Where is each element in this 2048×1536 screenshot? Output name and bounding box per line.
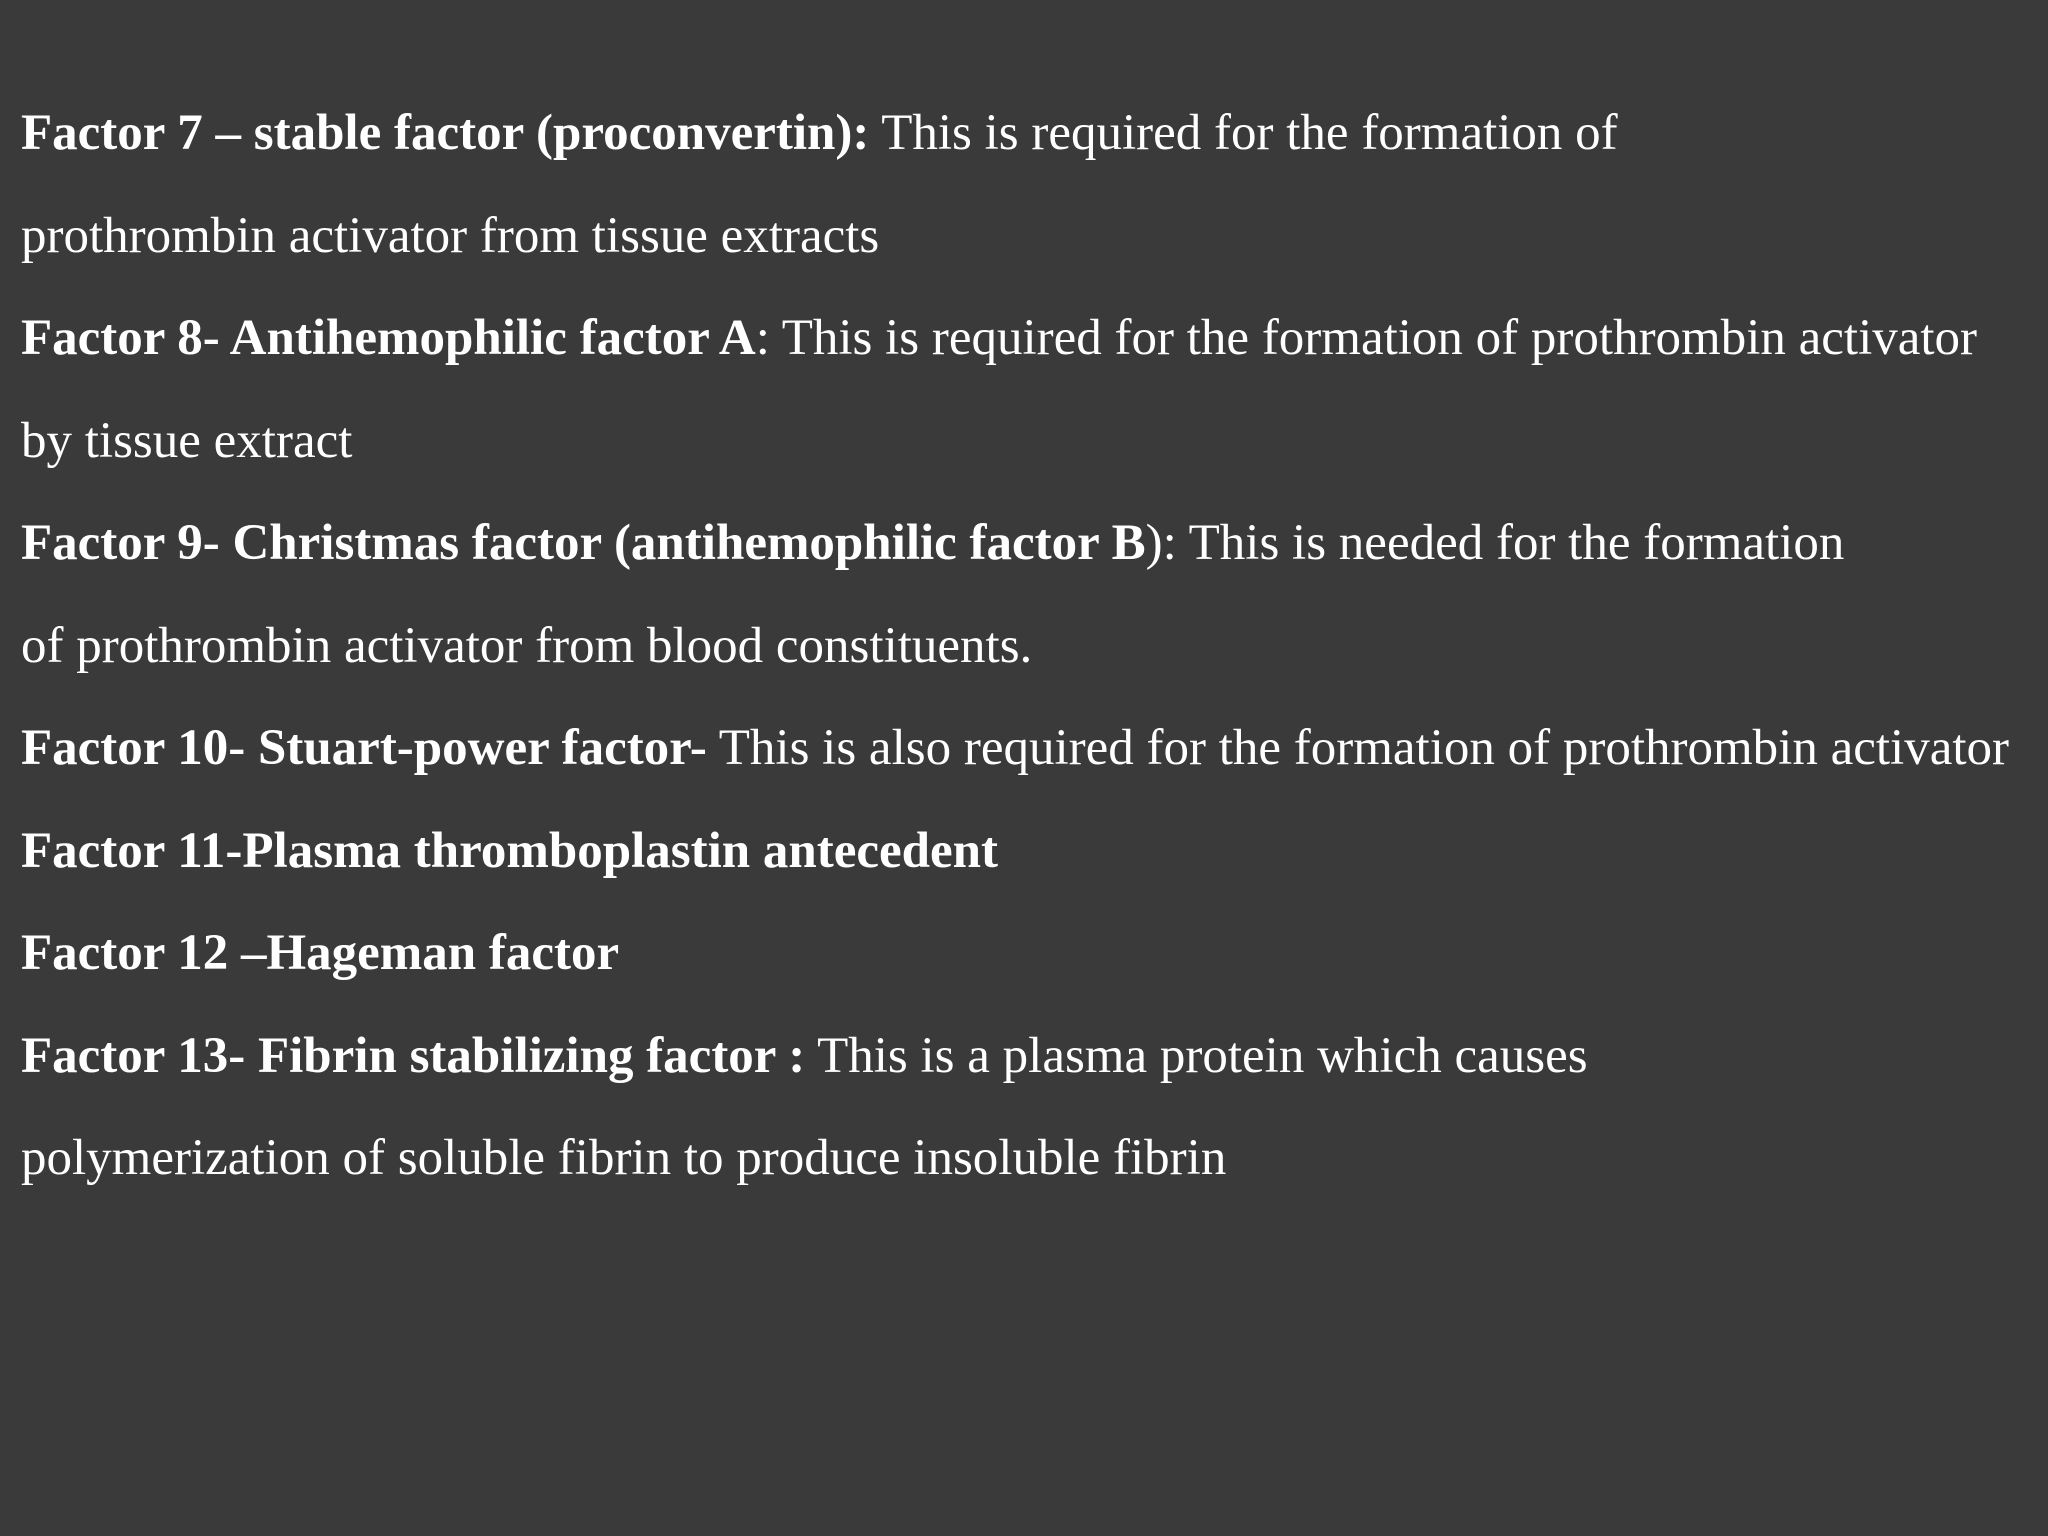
factor-8-paragraph <box>21 287 2021 492</box>
factor-8-description: : This is required for the formation of prothrombin activator by tissue extract <box>21 310 1978 469</box>
factor-9-paragraph <box>21 492 1861 697</box>
factor-7-name: Factor 7 – stable factor (proconvertin): <box>21 105 870 161</box>
factor-11-paragraph <box>21 800 2028 903</box>
factor-10-name: Factor 10- Stuart-power factor- <box>21 720 707 776</box>
factor-10-description: This is also required for the formation of prothrombin activator <box>706 720 2009 776</box>
factor-8-name: Factor 8- Antihemophilic factor A <box>21 310 756 366</box>
factor-11-name: Factor 11-Plasma thromboplastin antecedent <box>21 822 998 879</box>
factor-7-description: This is required for the formation of prothrombin activator from tissue extracts <box>21 105 1618 264</box>
factor-7-paragraph <box>21 82 1841 287</box>
factor-9-name: Factor 9- Christmas factor (antihemophilic factor B <box>21 515 1146 571</box>
factor-13-paragraph <box>21 1005 1821 1210</box>
factor-13-description: This is a plasma protein which causes polymerization of soluble fibrin to produce insoluble fibrin <box>21 1027 1588 1186</box>
factor-9-description: ): This is needed for the formation of prothrombin activator from blood constituents. <box>21 515 1845 674</box>
factor-12-name: Factor 12 –Hageman factor <box>21 925 620 981</box>
factor-10-paragraph <box>21 697 2046 800</box>
factor-13-name: Factor 13- Fibrin stabilizing factor : <box>21 1027 806 1084</box>
factor-12-paragraph <box>21 902 2028 1005</box>
